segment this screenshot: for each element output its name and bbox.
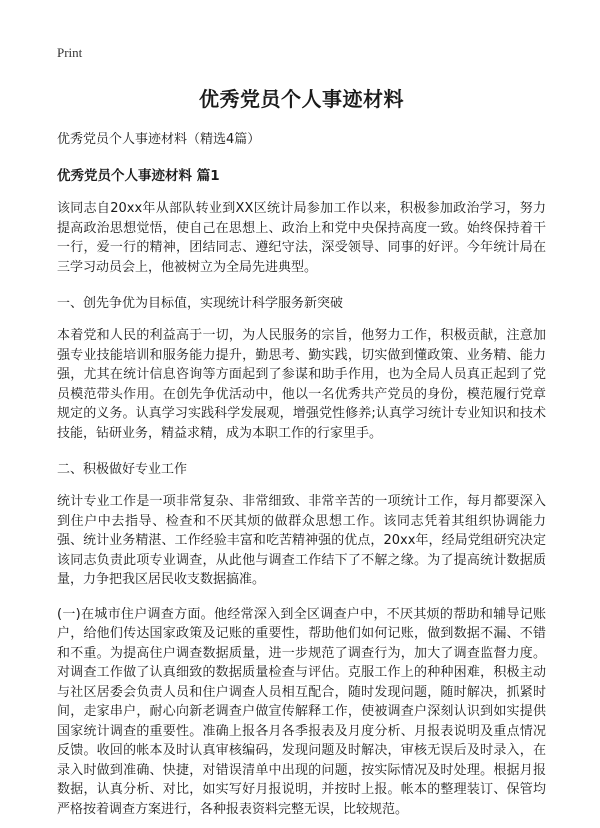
section-2-paragraph: 统计专业工作是一项非常复杂、非常细致、非常辛苦的一项统计工作，每月都要深入到住户中去指导、检查和不厌其烦的做群众思想工作。该同志凭着其组织协调能力强、统计业务精湛、工作经验丰富和吃苦精神强的优点，20xx年，经局党组研究决定该同志负责此项专业调查，从此他与调查工作结下了不解之缘。为了提高统计数据质量，力争把我区居民收支数据搞准。 bbox=[57, 494, 546, 587]
section-1-heading: 一、创先争优为目标值，实现统计科学服务新突破 bbox=[57, 296, 344, 311]
section-2-heading: 二、积极做好专业工作 bbox=[57, 462, 188, 477]
section-1-paragraph: 本着党和人民的利益高于一切，为人民服务的宗旨，他努力工作，积极贡献，注意加强专业技能培训和服务能力提升，勤思考、勤实践，切实做到懂政策、业务精、能力强，尤其在统计信息咨询等方面起到了参谋和助手作用，也为全局人员真正起到了党员模范带头作用。在创先争优活动中，他以一名优秀共产党员的身份，模范履行党章规定的义务。认真学习实践科学发展观，增强党性修养;认真学习统计专业知识和技术技能，钻研业务，精益求精，成为本职工作的行家里手。 bbox=[57, 328, 546, 441]
section-2-subsection-1: (一)在城市住户调查方面。他经常深入到全区调查户中，不厌其烦的帮助和辅导记账户，给他们传达国家政策及记账的重要性，帮助他们如何记账，做到数据不漏、不错和不重。为提高住户调查数据质量，进一步规范了调查行为，加大了调查监督力度。对调查工作做了认真细致的数据质量检查与评估。克服工作上的种种困难，积极主动与社区居委会负责人员和住户调查人员相互配合，随时发现问题，随时解决，抓紧时间，走家串户，耐心向新老调查户做宣传解释工作，使被调查户深刻认识到如实提供国家统计调查的重要性。准确上报各月各季报表及月度分析、月报表说明及重点情况反馈。收回的帐本及时认真审核编码，发现问题及时解决，审核无误后及时录入，在录入时做到准确、快捷，对错误清单中出现的问题，按实际情况及时处理。根据月报数据，认真分析、对比，如实写好月报说明，并按时上报。帐本的整理装订、保管均严格按着调查方案进行，各种报表资料完整无误，比较规范。 bbox=[57, 606, 546, 817]
document-subtitle: 优秀党员个人事迹材料（精选4篇） bbox=[57, 132, 261, 147]
print-link[interactable]: Print bbox=[57, 45, 83, 60]
document-title: 优秀党员个人事迹材料 bbox=[199, 87, 404, 111]
intro-paragraph: 该同志自20xx年从部队转业到XX区统计局参加工作以来，积极参加政治学习，努力提高政治思想觉悟，使自己在思想上、政治上和党中央保持高度一致。始终保持着干一行，爱一行的精神，团结同志、遵纪守法，深受领导、同事的好评。今年统计局在三学习动员会上，他被树立为全局先进典型。 bbox=[57, 201, 546, 275]
part-heading: 优秀党员个人事迹材料 篇1 bbox=[57, 168, 220, 184]
